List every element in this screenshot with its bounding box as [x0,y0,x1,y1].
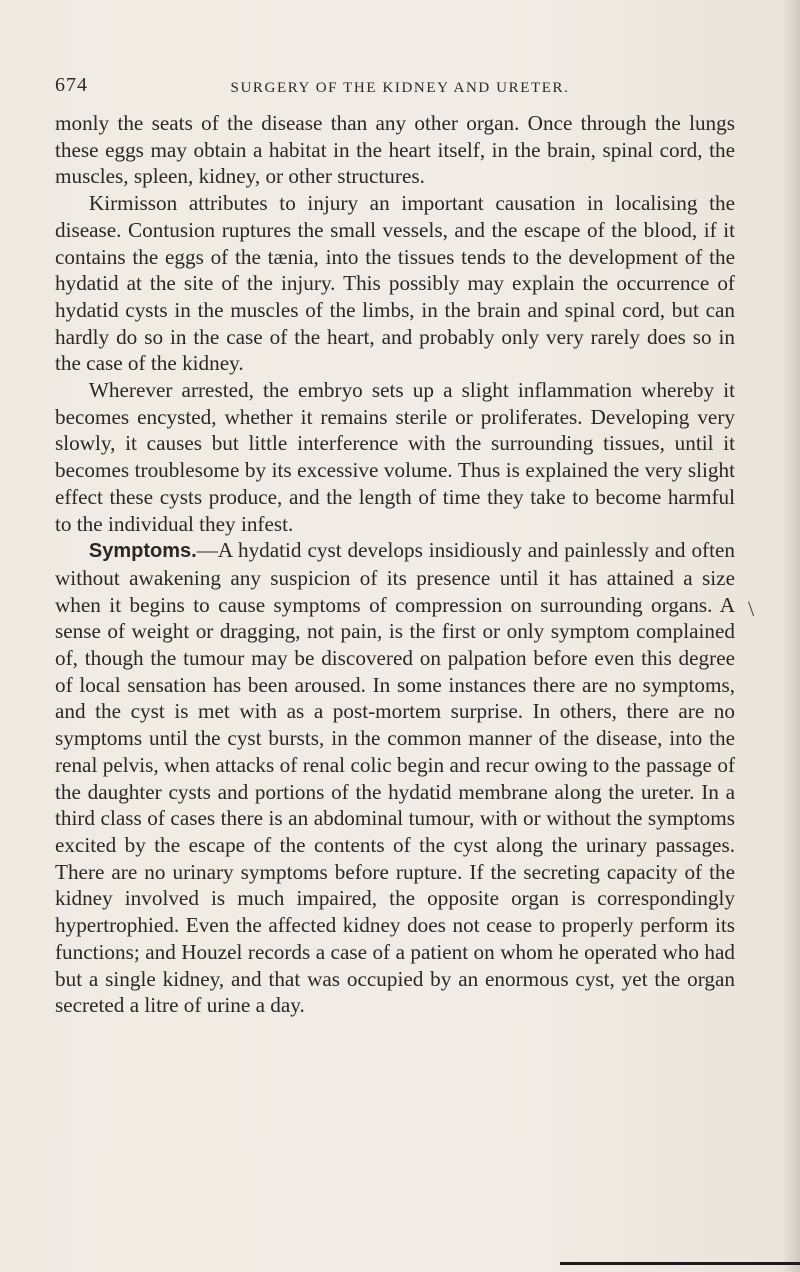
paragraph-continuation: monly the seats of the disease than any other organ. Once through the lungs these eggs may obtain a habitat in the heart itself, in the brain, spinal cord, the muscles, spleen, kidney, or other structures. [55,111,735,189]
page-number: 674 [55,74,88,96]
symptoms-text: —A hydatid cyst develops insidiously and painlessly and often without awakening any suspicion of its presence until it has attained a size when it begins to cause symptoms of compression on surrounding organs. A sense of weight or dragging, not pain, is the first or only symptom complained of, though the tumour may be discovered on palpation before even this degree of local sensation has been aroused. In some instances there are no symptoms, and the cyst is met with as a post-mortem surprise. In others, there are no symptoms until the cyst bursts, in the common manner of the disease, into the renal pelvis, when attacks of renal colic begin and recur owing to the passage of the daughter cysts and portions of the hydatid membrane along the ureter. In a third class of cases there is an abdominal tumour, with or without the symptoms excited by the escape of the contents of the cyst along the urinary passages. There are no urinary symptoms before rupture. If the secreting capacity of the kidney involved is much impaired, the opposite organ is correspondingly hypertrophied. Even the affected kidney does not cease to properly perform its functions; and Houzel records a case of a patient on whom he operated who had but a single kidney, and that was occupied by an enormous cyst, yet the organ secreted a litre of urine a day. [55,538,735,1018]
running-head: SURGERY OF THE KIDNEY AND URETER. [230,80,570,96]
paragraph-kirmisson: Kirmisson attributes to injury an important causation in localising the disease. Contusion ruptures the small vessels, and the escape of the blood, if it contains the eggs of the tænia, into the tissues tends to the development of the hydatid at the site of the injury. This possibly may explain the occurrence of hydatid cysts in the muscles of the limbs, in the brain and spinal cord, but can hardly do so in the case of the heart, and probably only very rarely does so in the case of the kidney. [55,191,735,376]
margin-mark: \ [748,596,755,621]
page-edge-shadow [782,0,800,1272]
symptoms-heading: Symptoms. [88,540,197,563]
body-text [55,110,735,1019]
paragraph-symptoms [55,537,735,1019]
paragraph-embryo: Wherever arrested, the embryo sets up a slight inflammation whereby it becomes encysted, whether it remains sterile or proliferates. Developing very slowly, it causes but little interference with the surrounding tissues, until it becomes troublesome by its excessive volume. Thus is explained the very slight effect these cysts produce, and the length of time they take to become harmful to the individual they infest. [55,378,735,536]
bottom-rule [560,1262,800,1265]
